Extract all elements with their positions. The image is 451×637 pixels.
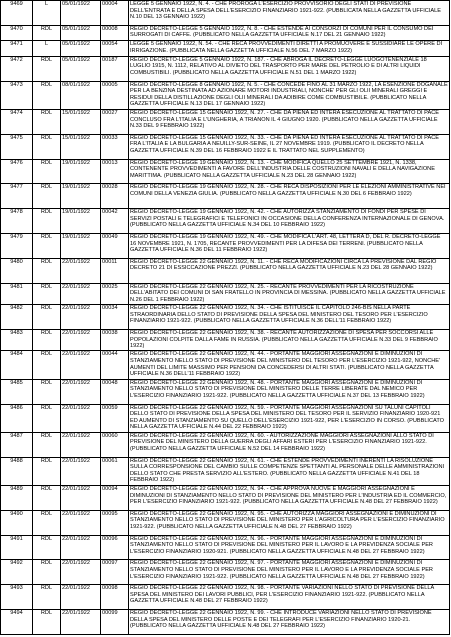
act-type-cell: RDL bbox=[33, 351, 61, 379]
act-description-cell: REGIO DECRETO-LEGGE 22 GENNAIO 1922, N. 59. - PORTANTE MAGGIORI ASSEGNAZIONI SU TALUNI CAPITOLI DELLO STATO DI PREVISIONE DELLA SPESA DEL MINISTERO DEL TESORO PER IL SERVIZIO FINANZIARIO 1920-921 ED AUMENTO DI STANZIAMENTO SU QUELLO DELL'ESERCIZIO 1921-922, PER L'ESERCIZIO IN CORSO. (PUBBLICATO NELLA GAZZETTA UFFICIALE N.44 DEL 22 FEBBRAIO 1922) bbox=[129, 404, 450, 432]
act-date-cell: 22/01/1922 bbox=[61, 283, 101, 304]
table-row bbox=[1, 305, 450, 330]
act-type-cell: RDL bbox=[33, 404, 61, 432]
table-row bbox=[1, 283, 450, 304]
act-description-cell: REGIO DECRETO-LEGGE 19 GENNAIO 1922, N. 42. - CHE AUTORIZZA STANZIAMENTO DI FONDI PER SPESE DI SERVIZI POSTALI E TELEGRAFICI E TELEFONICI IN OCCASIONE DELLA CONFERENZA INTERNAZIONALE DI GENOVA. (PUBBLICATO NELLA GAZZETTA UFFICIALE N.34 DEL 10 FEBBRAIO 1922) bbox=[129, 209, 450, 234]
act-date-cell: 05/01/1922 bbox=[61, 56, 101, 81]
act-date-cell: 22/01/1922 bbox=[61, 535, 101, 560]
table-row bbox=[1, 184, 450, 209]
act-date-cell: 22/01/1922 bbox=[61, 510, 101, 535]
act-date-cell: 22/01/1922 bbox=[61, 609, 101, 634]
act-date-cell: 22/01/1922 bbox=[61, 560, 101, 585]
act-description-cell: REGIO DECRETO-LEGGE 22 GENNAIO 1922, N. 99. - CHE INTRODUCE VARIAZIONI NELLO STATO DI PREVISIONE DELLA SPESA DEL MINISTERO DELLE POSTE E DEI TELEGRAFI PER L'ESERCIZIO FINANZIARIO 1920-21. (PUBBLICATO NELLA GAZZETTA UFFICIALE N.48 DEL 27 FEBBRAIO 1922) bbox=[129, 609, 450, 634]
record-number-cell: 9482 bbox=[1, 305, 33, 330]
act-date-cell: 15/01/1922 bbox=[61, 134, 101, 159]
record-number-cell: 9471 bbox=[1, 41, 33, 57]
act-date-cell: 22/01/1922 bbox=[61, 329, 101, 350]
act-type-cell: RDL bbox=[33, 56, 61, 81]
act-number-cell: 00033 bbox=[101, 134, 129, 159]
act-type-cell: RDL bbox=[33, 457, 61, 485]
act-number-cell: 00028 bbox=[101, 184, 129, 209]
act-description-cell: REGIO DECRETO-LEGGE 22 GENNAIO 1922, N. 97. - PORTANTE MAGGIORI ASSEGNAZIONI E DIMINUZIONI DI STANZIAMENTO NELLO STATO DI PREVISIONE DEL MINISTERO PER IL LAVORO E LA PREVIDENZA SOCIALE PER L'ESERCIZIO FINANZIARIO 1921-922. (PUBBLICATO NELLA GAZZETTA UFFICIALE N.48 DEL 27 FEBBRAIO 1922) bbox=[129, 560, 450, 585]
act-type-cell: RDL bbox=[33, 283, 61, 304]
act-type-cell: RDL bbox=[33, 184, 61, 209]
record-number-cell: 9481 bbox=[1, 283, 33, 304]
record-number-cell: 9484 bbox=[1, 351, 33, 379]
act-number-cell: 00054 bbox=[101, 41, 129, 57]
act-type-cell: RDL bbox=[33, 432, 61, 457]
table-row bbox=[1, 329, 450, 350]
act-description-cell: LEGGE 5 GENNAIO 1922, N. 4. - CHE PROROGA L'ESERCIZIO PROVVISORIO DEGLI STATI DI PREVISIONE DELL'ENTRATA E DELLA SPESA DELL'ESERCIZIO FINANZIARIO 1921-922. (PUBBLICATA NELLA GAZZETTA UFFICIALE N.10 DEL 13 GENNAIO 1922) bbox=[129, 1, 450, 26]
act-description-cell: LEGGE 5 GENNAIO 1922, N. 54. - CHE RECA PROVVEDIMENTI DIRETTI A PROMUOVERE E SUSSIDIARE LE OPERE DI IRRIGAZIONE. (PUBBLICATA NELLA GAZZETTA UFFICIALE N.56 DEL 7 MARZO 1922) bbox=[129, 41, 450, 57]
act-description-cell: REGIO DECRETO-LEGGE 19 GENNAIO 1922, N. 13. - CHE MODIFICA QUELLO 25 SETTEMBRE 1921, N. 1338, CONTENENTE PROVVEDIMENTI A FAVORE DELL'INDUSTRIA DELLE COSTRUZIONI NAVALI E DELLA NAVIGAZIONE MARITTIMA. (PUBBLICATO NELLA GAZZETTA UFFICIALE N.23 DEL 28 GENNAIO 1922) bbox=[129, 159, 450, 184]
act-number-cell: 00098 bbox=[101, 585, 129, 610]
act-date-cell: 22/01/1922 bbox=[61, 457, 101, 485]
table-row bbox=[1, 510, 450, 535]
record-number-cell: 9487 bbox=[1, 432, 33, 457]
act-description-cell: REGIO DECRETO-LEGGE 22 GENNAIO 1922, N. 94. - CHE APPROVA NUOVE E MAGGIORI ASSEGNAZIONI E DIMINUZIONI DI STANZIAMENTO NELLO STATO DI PREVISIONE DEL MINISTERO PER L'INDUSTRIA ED IL COMMERCIO, PER L'ESERCIZIO FINANZIARIO 1921-922. (PUBBLICATO NELLA GAZZETTA UFFICIALE N.48 DEL 27 FEBBRAIO 1922) bbox=[129, 485, 450, 510]
act-description-cell: REGIO DECRETO-LEGGE 22 GENNAIO 1922, N. 98. - PORTANTE VARIAZIONI NELLO STATO DI PREVISIONE DELLA SPESA DEL MINISTERO DEI LAVORI PUBBLICI, PER L'ESERCIZIO FINANZIARIO 1921-922. (PUBBLICATO NELLA GAZZETTA UFFICIALE N.48 DEL 27 FEBBRAIO 1922) bbox=[129, 585, 450, 610]
act-type-cell: RDL bbox=[33, 159, 61, 184]
act-description-cell: REGIO DECRETO-LEGGE 19 GENNAIO 1922, N. 49. - CHE MODIFICA L'ART. 48, LETTERA D, DEL R. DECRETO-LEGGE 16 NOVEMBRE 1921, N. 1705, RECANTE PROVVEDIMENTI PER LA DIFESA DEI TERRENI. (PUBBLICATO NELLA GAZZETTA UFFICIALE N.36 DEL 11 FEBBRAIO 1922) bbox=[129, 233, 450, 258]
act-number-cell: 00042 bbox=[101, 209, 129, 234]
act-description-cell: REGIO DECRETO-LEGGE 5 GENNAIO 1922, N. 187. - CHE ABROGA IL DECRETO-LEGGE LUOGOTENENZIALE 18 LUGLIO 1915, N. 1112, RELATIVO AL DIVIETO DEL TRASPORTO PER MARE DEL PETROLIO E DI ALTRI LIQUIDI COMBUSTIBILI. (PUBBLICATO NELLA GAZZETTA UFFICIALE N.51 DEL 1 MARZO 1922) bbox=[129, 56, 450, 81]
act-description-cell: REGIO DECRETO-LEGGE 22 GENNAIO 1922, N. 95. - CHE AUTORIZZA MAGGIORI ASSEGNAZIONI E DIMINUZIONI DI STANZIAMENTO NELLO STATO DI PREVISIONE DEL MINISTERO PER L'AGRICOLTURA PER L'ESERCIZIO FINANZIARIO 1921-922. (PUBBLICATO NELLA GAZZETTA UFFICIALE N.48 DEL 27 FEBBRAIO 1922) bbox=[129, 510, 450, 535]
act-type-cell: RDL bbox=[33, 329, 61, 350]
record-number-cell: 9492 bbox=[1, 560, 33, 585]
record-number-cell: 9485 bbox=[1, 379, 33, 404]
table-row bbox=[1, 404, 450, 432]
record-number-cell: 9486 bbox=[1, 404, 33, 432]
act-date-cell: 22/01/1922 bbox=[61, 305, 101, 330]
record-number-cell: 9477 bbox=[1, 184, 33, 209]
table-row bbox=[1, 109, 450, 134]
act-description-cell: REGIO DECRETO-LEGGE 19 GENNAIO 1922, N. 28. - CHE RECA DISPOSIZIONI PER LE ELEZIONI AMMINISTRATIVE NEI COMUNI DELLA VENEZIA GIULIA. (PUBBLICATO NELLA GAZZETTA UFFICIALE N.30 DEL 6 FEBBRAIO 1922) bbox=[129, 184, 450, 209]
act-description-cell: REGIO DECRETO-LEGGE 15 GENNAIO 1922, N. 27. - CHE DA PIENA ED INTERA ESECUZIONE AL TRATTATO DI PACE CONCLUSO FRA L'ITALIA E L'UNGHERIA, A TRIANON IL 4 GIUGNO 1920. (PUBBLICATO NELLA GAZZETTA UFFICIALE N.33 DEL 9 FEBBRAIO 1922) bbox=[129, 109, 450, 134]
table-row bbox=[1, 609, 450, 634]
record-number-cell: 9479 bbox=[1, 233, 33, 258]
table-row bbox=[1, 485, 450, 510]
table-row bbox=[1, 432, 450, 457]
record-number-cell: 9490 bbox=[1, 510, 33, 535]
table-body bbox=[1, 1, 450, 635]
act-date-cell: 22/01/1922 bbox=[61, 351, 101, 379]
act-description-cell: REGIO DECRETO-LEGGE 22 GENNAIO 1922, N. 34. - CHE ISTITUISCE IL CAPITOLO 246-BIS NELLA PARTE STRAORDINARIA DELLO STATO DI PREVISIONE DELLA SPESA DEL MINISTERO DEL TESORO PER L'ESERCIZIO FINANZIARIO 1921-922. (PUBBLICATO NELLA GAZZETTA UFFICIALE N.36 DELL'11 FEBBRAIO 1922) bbox=[129, 305, 450, 330]
record-number-cell: 9469 bbox=[1, 1, 33, 26]
act-description-cell: REGIO DECRETO-LEGGE 8 GENNAIO 1922, N. 5. - CHE CONCEDE FINO AL 31 MARZO 1922, LA ESENZIONE DOGANALE PER LA BENZINA DESTINATA AD AZIONARE MOTORI INDUSTRIALI, NONCHE' PER GLI OLII MINERALI GREGGI E RESIDUI DELLA DISTILLAZIONE DEGLI OLII MINERALI DA ADIBIRE COME COMBUSTIBILE. (PUBBLICATO NELLA GAZZETTA UFFICIALE N.13 DEL 17 GENNAIO 1922) bbox=[129, 81, 450, 109]
act-number-cell: 00008 bbox=[101, 25, 129, 41]
act-number-cell: 00048 bbox=[101, 379, 129, 404]
table-row bbox=[1, 81, 450, 109]
act-type-cell: RDL bbox=[33, 109, 61, 134]
act-description-cell: REGIO DECRETO-LEGGE 22 GENNAIO 1922, N. 60. - AUTORIZZAZIONE MAGGIORI ASSEGNAZIONI ALLO STATO DI PREVISIONE DEL MINISTERO DELLA GUERRA DEGLI AFFARI ESTERI PER L'ESERCIZIO FINANZIARIO 1921-922. (PUBBLICATO NELLA GAZZETTA UFFICIALE N.52 DEL 14 FEBBRAIO 1922) bbox=[129, 432, 450, 457]
act-number-cell: 00005 bbox=[101, 81, 129, 109]
act-number-cell: 00096 bbox=[101, 535, 129, 560]
act-type-cell: L bbox=[33, 41, 61, 57]
table-row bbox=[1, 379, 450, 404]
record-number-cell: 9475 bbox=[1, 134, 33, 159]
act-date-cell: 22/01/1922 bbox=[61, 379, 101, 404]
act-number-cell: 00013 bbox=[101, 159, 129, 184]
table-row bbox=[1, 209, 450, 234]
act-number-cell: 00049 bbox=[101, 233, 129, 258]
record-number-cell: 9476 bbox=[1, 159, 33, 184]
act-number-cell: 00094 bbox=[101, 485, 129, 510]
table-row bbox=[1, 56, 450, 81]
table-row bbox=[1, 233, 450, 258]
act-number-cell: 00187 bbox=[101, 56, 129, 81]
table-row bbox=[1, 560, 450, 585]
act-number-cell: 00004 bbox=[101, 1, 129, 26]
act-type-cell: RDL bbox=[33, 379, 61, 404]
act-date-cell: 19/01/1922 bbox=[61, 184, 101, 209]
act-type-cell: RDL bbox=[33, 233, 61, 258]
act-description-cell: REGIO DECRETO-LEGGE 22 GENNAIO 1922, N. 25. - RECANTE PROVVEDIMENTI PER LA RICOSTRUZIONE DELL'ABITATO DEI COMUNI DI SAN FRATELLO IN PROVINCIA DI MESSINA. (PUBBLICATO NELLA GAZZETTA UFFICIALE N.26 DEL 1 FEBBRAIO 1922) bbox=[129, 283, 450, 304]
table-row bbox=[1, 25, 450, 41]
table-row bbox=[1, 41, 450, 57]
table-row bbox=[1, 159, 450, 184]
act-date-cell: 22/01/1922 bbox=[61, 258, 101, 283]
act-date-cell: 19/01/1922 bbox=[61, 209, 101, 234]
act-date-cell: 08/01/1922 bbox=[61, 81, 101, 109]
act-number-cell: 00027 bbox=[101, 109, 129, 134]
record-number-cell: 9480 bbox=[1, 258, 33, 283]
act-number-cell: 00060 bbox=[101, 432, 129, 457]
act-date-cell: 05/01/1922 bbox=[61, 41, 101, 57]
act-description-cell: REGIO DECRETO-LEGGE 22 GENNAIO 1922, N. 48. - PORTANTE MAGGIORI ASSEGNAZIONI E DIMINUZIONI DI STANZIAMENTO NELLO STATO DI PREVISIONE DEL MINISTERO DELLE TERRE LIBERATE DAL NEMICO PER L'ESERCIZIO FINANZIARIO 1921-922. (PUBBLICATO NELLA GAZZETTA UFFICIALE N.37 DEL 13 FEBBRAIO 1922) bbox=[129, 379, 450, 404]
act-type-cell: RDL bbox=[33, 560, 61, 585]
record-number-cell: 9473 bbox=[1, 81, 33, 109]
act-number-cell: 00099 bbox=[101, 609, 129, 634]
record-number-cell: 9472 bbox=[1, 56, 33, 81]
act-date-cell: 05/01/1922 bbox=[61, 1, 101, 26]
act-date-cell: 19/01/1922 bbox=[61, 159, 101, 184]
table-row bbox=[1, 351, 450, 379]
act-number-cell: 00011 bbox=[101, 258, 129, 283]
act-type-cell: RDL bbox=[33, 134, 61, 159]
act-date-cell: 22/01/1922 bbox=[61, 432, 101, 457]
record-number-cell: 9474 bbox=[1, 109, 33, 134]
record-number-cell: 9470 bbox=[1, 25, 33, 41]
table-row bbox=[1, 535, 450, 560]
act-type-cell: RDL bbox=[33, 585, 61, 610]
act-description-cell: REGIO DECRETO-LEGGE 22 GENNAIO 1922, N. 11. - CHE RECA MODIFICAZIONI CIRCA LA PREVISIONE DAL REGIO DECRETO 21 DI ESSICCAZIONE PREZZI. (PUBBLICATO NELLA GAZZETTA UFFICIALE N.23 DEL 28 GENNAIO 1922) bbox=[129, 258, 450, 283]
act-date-cell: 05/01/1922 bbox=[61, 25, 101, 41]
act-number-cell: 00038 bbox=[101, 329, 129, 350]
record-number-cell: 9478 bbox=[1, 209, 33, 234]
act-type-cell: RDL bbox=[33, 258, 61, 283]
record-number-cell: 9488 bbox=[1, 457, 33, 485]
table-row bbox=[1, 457, 450, 485]
record-number-cell: 9483 bbox=[1, 329, 33, 350]
table-row bbox=[1, 258, 450, 283]
record-number-cell: 9494 bbox=[1, 609, 33, 634]
table-row bbox=[1, 134, 450, 159]
act-description-cell: REGIO DECRETO-LEGGE 5 GENNAIO 1922, N. 8. - CHE ESTENDE AI CONSORZI DI COMUNI PER IL CONSUMO DEI SURROGATI DI CAFFE. (PUBBLICATO NELLA GAZZETTA UFFICIALE N.17 DEL 21 GENNAIO 1922) bbox=[129, 25, 450, 41]
act-date-cell: 22/01/1922 bbox=[61, 585, 101, 610]
act-number-cell: 00061 bbox=[101, 457, 129, 485]
record-number-cell: 9493 bbox=[1, 585, 33, 610]
act-type-cell: RDL bbox=[33, 510, 61, 535]
act-date-cell: 22/01/1922 bbox=[61, 485, 101, 510]
act-number-cell: 00044 bbox=[101, 351, 129, 379]
table-row bbox=[1, 1, 450, 26]
act-type-cell: L bbox=[33, 1, 61, 26]
act-type-cell: RDL bbox=[33, 81, 61, 109]
act-description-cell: REGIO DECRETO-LEGGE 22 GENNAIO 1922, N. 96. - PORTANTE MAGGIORI ASSEGNAZIONI E DIMINUZIONI DI STANZIAMENTO NELLO STATO DI PREVISIONE DEL MINISTERO PER IL LAVORO E LA PREVIDENZA SOCIALE PER L'ESERCIZIO FINANZIARIO 1920-921. (PUBBLICATO NELLA GAZZETTA UFFICIALE N.48 DEL 27 FEBBRAIO 1922) bbox=[129, 535, 450, 560]
act-type-cell: RDL bbox=[33, 25, 61, 41]
table-row bbox=[1, 585, 450, 610]
act-number-cell: 00095 bbox=[101, 510, 129, 535]
act-type-cell: RDL bbox=[33, 305, 61, 330]
act-description-cell: REGIO DECRETO-LEGGE 22 GENNAIO 1922, N. 44. - PORTANTE MAGGIORI ASSEGNAZIONI E DIMINUZIONI DI STANZIAMENTO NELLO STATO DI PREVISIONE DEL MINISTERO DEL TESORO PER L'ESERCIZIO 1921-922, NONCHE' AUMENTI DEL LIMITE MASSIMO PER PENSIONI DA CONCEDERSI DI ALTRI STATI. (PUBBLICATO NELLA GAZZETTA UFFICIALE N.36 DELL'11 FEBBRAIO 1922) bbox=[129, 351, 450, 379]
act-date-cell: 22/01/1922 bbox=[61, 404, 101, 432]
act-type-cell: RDL bbox=[33, 609, 61, 634]
record-number-cell: 9489 bbox=[1, 485, 33, 510]
act-description-cell: REGIO DECRETO-LEGGE 15 GENNAIO 1922, N. 33. - CHE DA PIENA ED INTERA ESECUZIONE AL TRATTATO DI PACE FRA L'ITALIA E LA BULGARIA A NEUILLY-SUR-SEINE, IL 27 NOVEMBRE 1919. (PUBBLICATO IL DECRETO NELLA GAZZETTA UFFICIALE N.39 DEL 16 FEBBRAIO 1922 E IL TRATTATO NEL SUPPLEMENTO) bbox=[129, 134, 450, 159]
act-number-cell: 00034 bbox=[101, 305, 129, 330]
record-number-cell: 9491 bbox=[1, 535, 33, 560]
act-date-cell: 15/01/1922 bbox=[61, 109, 101, 134]
act-description-cell: REGIO DECRETO-LEGGE 22 GENNAIO 1922, N. 61. - CHE ESTENDE PROVVEDIMENTI INERENTI LA RISOLUZIONE SULLA CORRESPONSIONE DEL CAMBIO SULLE COMPETENZE SPETTANTI AL PERSONALE DELLE AMMINISTRAZIONI DELLO STATO CHE PRESTA SERVIZIO ALL'ESTERO. (PUBBLICATO NELLA GAZZETTA UFFICIALE N.41 DEL 18 FEBBRAIO 1922) bbox=[129, 457, 450, 485]
act-number-cell: 00025 bbox=[101, 283, 129, 304]
act-date-cell: 19/01/1922 bbox=[61, 233, 101, 258]
act-number-cell: 00097 bbox=[101, 560, 129, 585]
act-number-cell: 00059 bbox=[101, 404, 129, 432]
act-type-cell: RDL bbox=[33, 485, 61, 510]
act-type-cell: RDL bbox=[33, 209, 61, 234]
act-type-cell: RDL bbox=[33, 535, 61, 560]
act-description-cell: REGIO DECRETO-LEGGE 22 GENNAIO 1922, N. 38. - RECANTE AUTORIZZAZIONE DI SPESA PER SOCCORSI ALLE POPOLAZIONI COLPITE DALLA FAME IN RUSSIA. (PUBBLICATO NELLA GAZZETTA UFFICIALE N.33 DEL 9 FEBBRAIO 1922) bbox=[129, 329, 450, 350]
